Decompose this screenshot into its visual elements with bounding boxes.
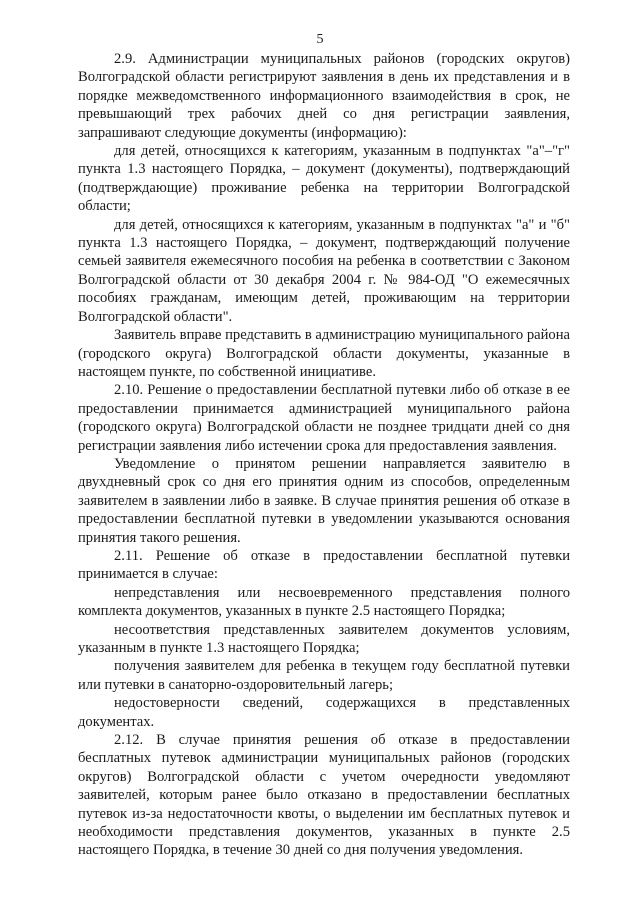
paragraph-2-11: 2.11. Решение об отказе в предоставлении бесплатной путевки принимается в случае: <box>78 547 570 583</box>
paragraph-own-initiative: Заявитель вправе представить в администрацию муниципального района (городского округа) Волгоградской области документы, указанные в настоящем пункте, по собственной инициативе. <box>78 327 570 380</box>
paragraph-2-10: 2.10. Решение о предоставлении бесплатной путевки либо об отказе в ее предоставлении принимается администрацией муниципального района (городского округа) Волгоградской области не позднее тридцати дней со дня регистрации заявления либо истечении срока для предоставления заявления. <box>78 382 570 454</box>
paragraph-2-12: 2.12. В случае принятия решения об отказе в предоставлении бесплатных путевок администрации муниципальных районов (городских округов) Волгоградской области с учетом очередности уведомляют заявителей, которым ранее было отказано в предоставлении бесплатных путевок из-за недостаточности квоты, о выделении им бесплатных путевок и необходимости представления документов, указанных в пункте 2.5 настоящего Порядка, в течение 30 дней со дня получения уведомления. <box>78 732 570 859</box>
document-body <box>78 50 570 860</box>
page-number: 5 <box>316 32 324 47</box>
paragraph-children-allowance: для детей, относящихся к категориям, указанным в подпунктах "а" и "б" пункта 1.3 настоящего Порядка, – документ, подтверждающий получение семьей заявителя ежемесячного пособия на ребенка в соответствии с Законом Волгоградской области от 30 декабря 2004 г. № 984-ОД "О ежемесячных пособиях гражданам, имеющим детей, проживающим на территории Волгоградской области". <box>78 216 570 325</box>
paragraph-refusal-mismatch: несоответствия представленных заявителем документов условиям, указанным в пункте 1.3 настоящего Порядка; <box>78 621 570 656</box>
paragraph-refusal-false-info: недостоверности сведений, содержащихся в представленных документах. <box>78 695 570 730</box>
paragraph-refusal-already-received: получения заявителем для ребенка в текущем году бесплатной путевки или путевки в санаторно-оздоровительный лагерь; <box>78 658 570 693</box>
paragraph-2-9: 2.9. Администрации муниципальных районов (городских округов) Волгоградской области регистрируют заявления в день их представления и в порядке межведомственного информационного взаимодействия в срок, не превышающий трех рабочих дней со дня регистрации заявления, запрашивают следующие документы (информацию): <box>78 51 570 141</box>
paragraph-refusal-incomplete-docs: непредставления или несвоевременного представления полного комплекта документов, указанных в пункте 2.5 настоящего Порядка; <box>78 584 570 620</box>
paragraph-children-residence: для детей, относящихся к категориям, указанным в подпунктах "а"–"г" пункта 1.3 настоящего Порядка, – документ (документы), подтверждающий (подтверждающие) проживание ребенка на территории Волгоградской области; <box>78 143 570 215</box>
paragraph-notification: Уведомление о принятом решении направляется заявителю в двухдневный срок со дня его принятия одним из способов, определенным заявителем в заявлении либо в заявке. В случае принятия решения об отказе в предоставлении бесплатной путевки в уведомлении указываются основания принятия такого решения. <box>78 455 570 546</box>
